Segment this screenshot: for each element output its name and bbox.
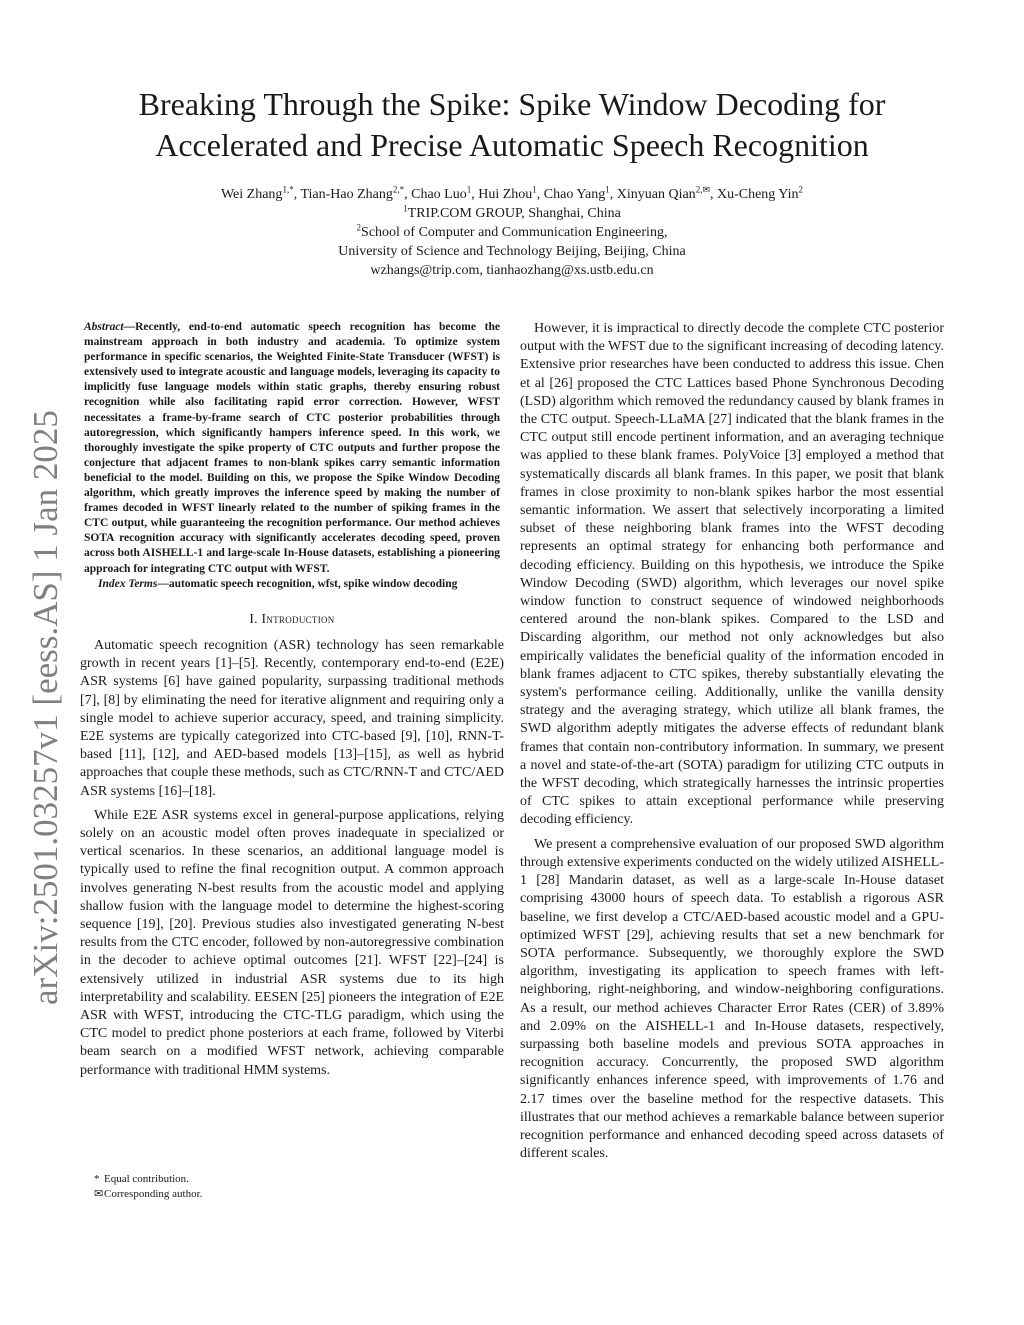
envelope-icon: ✉ [94,1188,104,1200]
author-sup: 2 [798,184,804,195]
author: Wei Zhang [220,187,283,202]
author-sup: 1,* [282,184,294,195]
author-sup: 1 [605,184,610,195]
author-emails: wzhangs@trip.com, tianhaozhang@xs.ustb.edu.cn [370,263,654,278]
affiliation-1: $^1$TRIP.COM GROUP, Shanghai, China [403,203,621,221]
left-column [80,320,504,1086]
section-heading-introduction: I. Introduction [249,610,335,626]
author-list: Wei Zhang$^{1,*}$, Tian-Hao Zhang$^{2,*}$, Chao Luo$^1$, Hui Zhou$^1$, Chao Yang$^1$, Xinyuan Qian$^{2,✉}$, Xu-Cheng Yin$^2$ [220,184,804,202]
footnote-mark: * [94,1173,100,1185]
index-terms-label: Index Terms [98,577,158,590]
abstract-text: —Recently, end-to-end automatic speech recognition has become the mainstream approach in both industry and academia. To optimize system performance in specific scenarios, the Weighted Finite-State Transducer (WFST) is extensively used to integrate acoustic and language models, leveraging its capacity to implicitly fuse language models within static graphs, thereby ensuring robust recognition while also facilitating rapid error correction. However, WFST necessitates a frame-by-frame search of CTC posterior probabilities through autoregression, which significantly hampers inference speed. In this work, we thoroughly investigate the spike property of CTC outputs and further propose the conjecture that adjacent frames to non-blank spikes carry semantic information beneficial to the model. Building on this, we propose the Spike Window Decoding algorithm, which greatly improves the inference speed by making the number of frames decoded in WFST linearly related to the number of spiking frames in the CTC output, while guaranteeing the recognition performance. Our method achieves SOTA recognition accuracy with significantly accelerates decoding speed, proven across both AISHELL-1 and large-scale In-House datasets, establishing a pioneering approach for integrating CTC output with WFST. [84,321,500,575]
author: Xu-Cheng Yin [716,187,799,202]
index-terms [80,577,504,592]
author: Chao Yang [543,187,606,202]
index-terms-text: —automatic speech recognition, wfst, spike window decoding [157,577,458,590]
author: Chao Luo [411,187,467,202]
intro-paragraph-3: However, it is impractical to directly decode the complete CTC posterior output with the WFST due to the significant increasing of decoding latency. Extensive prior researches have been conducted to address this issue. Chen et al [26] proposed the CTC Lattices based Phone Synchronous Decoding (LSD) algorithm which removed the redundancy caused by blank frames in the CTC output. Speech-LLaMA [27] indicated that the blank frames in the CTC output still encode pertinent information, and an averaging technique was applied to these blank frames. PolyVoice [3] employed a method that systematically discards all blank frames. In this paper, we posit that blank frames in close proximity to non-blank spikes harbor the most essential semantic information. We assert that selectively incorporating a limited subset of these neighboring blank frames into the WFST decoding represents an optimal strategy for enhancing both performance and decoding efficiency. Building on this hypothesis, we introduce the Spike Window Decoding (SWD) algorithm, which leverages our novel spike window function to construct sequence of windowed neighborhoods centered around the non-blank spikes. Compared to the LSD and Discarding algorithm, our method not only acknowledges but also empirically validates the beneficial quality of the information encoded in blank frames adjacent to CTC spikes, thereby substantially elevating the system's performance ceiling. Additionally, unlike the vanilla density strategy and the averaging strategy, which utilize all blank frames, the SWD algorithm adeptly mitigates the adverse effects of redundant blank frames that contain non-contributory information. In summary, we present a novel and state-of-the-art (SOTA) paradigm for utilizing CTC outputs in the WFST decoding, which strategically harnesses the intrinsic properties of CTC spikes to attain exceptional performance while preserving decoding efficiency. [520,321,944,828]
author-sup: 2,* [392,184,405,195]
author: Hui Zhou [478,187,533,202]
paper-title [80,84,944,166]
right-column [520,320,944,1169]
title-line-2: Accelerated and Precise Automatic Speech Recognition [155,127,869,163]
intro-paragraph-1: Automatic speech recognition (ASR) technology has seen remarkable growth in recent years [1]–[5]. Recently, contemporary end-to-end (E2E) ASR systems [6] have gained popularity, surpassing traditional methods [7], [8] by eliminating the need for iterative alignment and requiring only a single model to achieve superior accuracy, speed, and training simplicity. E2E systems are typically categorized into CTC-based [9], [10], RNN-T-based [11], [12], and AED-based models [13]–[15], as well as hybrid approaches that couple these methods, such as CTC/RNN-T and CTC/AED ASR systems [16]–[18]. [80,637,504,799]
author-sup: 1 [532,184,537,195]
intro-paragraph-2: While E2E ASR systems excel in general-purpose applications, relying solely on an acoustic model often proves inadequate in specialized or vertical scenarios. In these scenarios, an additional language model is typically used to refine the final recognition output. A common approach involves generating N-best results from the acoustic model and applying shallow fusion with the language model to determine the highest-scoring sequence [19], [20]. Previous studies also investigated generating N-best results from the CTC encoder, followed by non-autoregressive combination in the decoder to achieve optimal outcomes [21]. WFST [22]–[24] is extensively utilized in industrial ASR systems due to its high interpretability and scalability. EESEN [25] pioneers the integration of E2E ASR with WFST, introducing the CTC-TLG paradigm, which using the CTC model to predict phone posteriors at each frame, followed by Viterbi beam search on a modified WFST network, achieving comparable performance with traditional HMM systems. [80,807,504,1078]
footnotes [80,1172,504,1202]
affiliation-2: $^2$School of Computer and Communication Engineering, [356,222,668,240]
intro-paragraph-4: We present a comprehensive evaluation of our proposed SWD algorithm through extensive experiments conducted on the widely utilized AISHELL-1 [28] Mandarin dataset, as well as a large-scale In-House dataset comprising 43000 hours of speech data. To establish a rigorous ASR baseline, we first develop a CTC/AED-based acoustic model and a GPU-optimized WFST [29], achieving results that set a new benchmark for SOTA performance. Subsequently, we thoroughly explore the SWD algorithm, investigating its application to speech frames with left-neighboring, right-neighboring, and window-neighboring configurations. As a result, our method achieves Character Error Rates (CER) of 3.89% and 2.09% on the AISHELL-1 and In-House datasets, respectively, surpassing both baseline models and previous SOTA approaches in recognition accuracy. Concurrently, the proposed SWD algorithm significantly enhances inference speed, with improvements of 1.76 and 2.17 times over the baseline method for the respective datasets. This illustrates that our method achieves a remarkable balance between superior recognition performance and enhanced decoding speed across datasets of different scales. [520,836,944,1162]
author-sup: 1 [466,184,472,195]
author-block [80,185,944,280]
abstract [80,320,504,577]
author: Tian-Hao Zhang [300,187,393,202]
author: Xinyuan Qian [616,187,696,202]
author-sup: 2,✉ [695,184,710,195]
footnote-equal-contribution: * Equal contribution. [94,1173,189,1185]
affiliation-2-university: University of Science and Technology Beijing, Beijing, China [338,244,686,259]
abstract-label: Abstract [84,321,124,333]
footnote-corresponding-author: ✉Corresponding author. [94,1188,203,1200]
arxiv-identifier: arXiv:2501.03257v1 [eess.AS] 1 Jan 2025 [26,410,65,1005]
title-line-1: Breaking Through the Spike: Spike Window Decoding for [138,86,886,122]
